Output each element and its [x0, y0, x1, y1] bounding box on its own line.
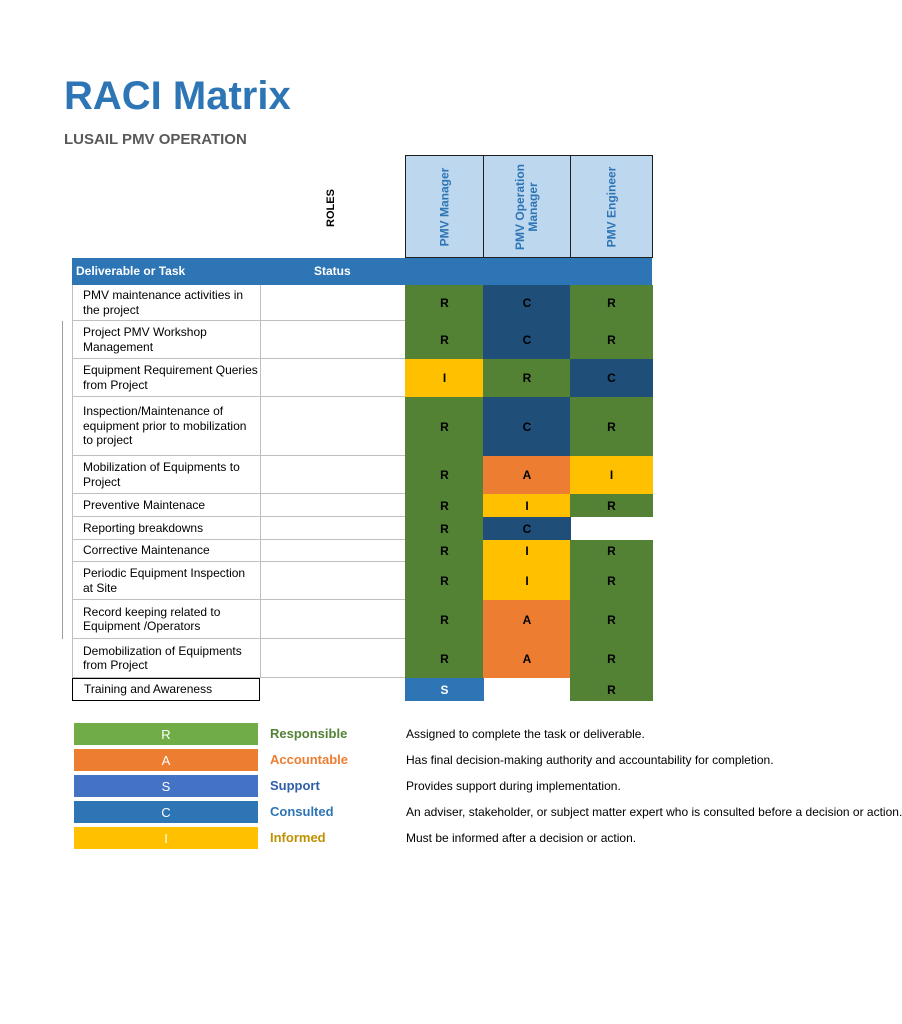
task-label: Equipment Requirement Queries from Project [83, 363, 258, 392]
role-header-pmv-manager [405, 155, 484, 258]
raci-cell: R [405, 517, 484, 540]
task-cell [72, 397, 260, 456]
task-label: Corrective Maintenance [83, 543, 210, 558]
raci-cell: C [570, 359, 653, 397]
raci-cell: R [405, 285, 484, 321]
raci-cell: R [570, 562, 653, 600]
status-cell [260, 359, 405, 397]
raci-cell: C [483, 517, 571, 540]
task-cell [72, 285, 260, 321]
legend-swatch-responsible: R [74, 723, 258, 745]
task-cell [72, 517, 260, 540]
task-cell [72, 639, 260, 678]
role-header-pmv-engineer [570, 155, 653, 258]
raci-cell: I [405, 359, 484, 397]
raci-cell: R [570, 285, 653, 321]
task-label: Mobilization of Equipments to Project [83, 460, 240, 489]
raci-cell: R [405, 494, 484, 517]
raci-cell: R [570, 397, 653, 456]
raci-cell: I [483, 562, 571, 600]
role-header-pmv-operation-manager [483, 155, 571, 258]
task-label: Preventive Maintenace [83, 497, 206, 512]
status-cell [260, 456, 405, 494]
task-label: Periodic Equipment Inspection at Site [83, 566, 246, 595]
legend-swatch-support: S [74, 775, 258, 797]
raci-cell: R [405, 562, 484, 600]
roles-label-text: ROLES [325, 189, 337, 227]
raci-cell: C [483, 397, 571, 456]
raci-cell: R [570, 540, 653, 562]
role-label: PMV Operation Manager [513, 163, 540, 250]
column-header-status: Status [314, 264, 351, 278]
status-cell [260, 639, 405, 678]
column-header-task: Deliverable or Task [76, 264, 186, 278]
task-cell [72, 562, 260, 600]
status-cell [260, 562, 405, 600]
page-subtitle: LUSAIL PMV OPERATION [64, 131, 247, 148]
raci-cell: R [405, 639, 484, 678]
role-label: PMV Engineer [604, 166, 618, 247]
status-cell [260, 494, 405, 517]
task-cell [72, 678, 260, 701]
status-cell [260, 517, 405, 540]
task-label: Record keeping related to Equipment /Operators [83, 604, 221, 633]
role-label: PMV Manager [437, 167, 451, 246]
raci-cell: C [483, 321, 571, 359]
task-cell [72, 494, 260, 517]
raci-cell: R [483, 359, 571, 397]
raci-cell: R [405, 540, 484, 562]
legend-swatch-informed: I [74, 827, 258, 849]
raci-cell: A [483, 456, 571, 494]
status-cell [260, 321, 405, 359]
status-cell [260, 285, 405, 321]
raci-cell [483, 678, 571, 701]
legend-description: An adviser, stakeholder, or subject matter expert who is consulted before a decision or action. [406, 805, 902, 819]
status-cell [260, 540, 405, 562]
raci-cell: C [483, 285, 571, 321]
page-title: RACI Matrix [64, 74, 291, 118]
task-cell [72, 456, 260, 494]
raci-cell: I [570, 456, 653, 494]
raci-cell [570, 517, 653, 540]
task-cell [72, 359, 260, 397]
task-cell [72, 600, 260, 639]
raci-cell: R [405, 397, 484, 456]
task-label: Training and Awareness [84, 682, 213, 697]
raci-cell: R [570, 678, 653, 701]
legend-swatch-accountable: A [74, 749, 258, 771]
legend-term: Informed [270, 830, 326, 845]
raci-cell: I [483, 494, 571, 517]
status-cell [260, 600, 405, 639]
task-cell [72, 540, 260, 562]
raci-cell: A [483, 639, 571, 678]
task-label: PMV maintenance activities in the project [83, 288, 244, 317]
legend-term: Accountable [270, 752, 349, 767]
raci-cell: R [405, 456, 484, 494]
task-label: Demobilization of Equipments from Project [83, 643, 242, 672]
raci-cell: R [405, 321, 484, 359]
legend-term: Consulted [270, 804, 334, 819]
raci-cell: R [405, 600, 484, 639]
task-label: Inspection/Maintenance of equipment prior to mobilization to project [83, 404, 247, 448]
task-label: Reporting breakdowns [83, 520, 204, 535]
task-cell [72, 321, 260, 359]
raci-cell: R [570, 639, 653, 678]
legend-term: Responsible [270, 726, 348, 741]
legend-term: Support [270, 778, 320, 793]
legend-description: Must be informed after a decision or action. [406, 831, 637, 845]
raci-cell: S [405, 678, 484, 701]
legend-description: Has final decision-making authority and accountability for completion. [406, 753, 774, 767]
raci-cell: A [483, 600, 571, 639]
table-border [62, 321, 63, 639]
raci-cell: I [483, 540, 571, 562]
legend-description: Provides support during implementation. [406, 779, 621, 793]
roles-label [314, 178, 348, 238]
status-cell [260, 397, 405, 456]
legend-description: Assigned to complete the task or deliverable. [406, 727, 645, 741]
task-label: Project PMV Workshop Management [83, 325, 207, 354]
raci-cell: R [570, 600, 653, 639]
raci-cell: R [570, 494, 653, 517]
legend-swatch-consulted: C [74, 801, 258, 823]
raci-cell: R [570, 321, 653, 359]
